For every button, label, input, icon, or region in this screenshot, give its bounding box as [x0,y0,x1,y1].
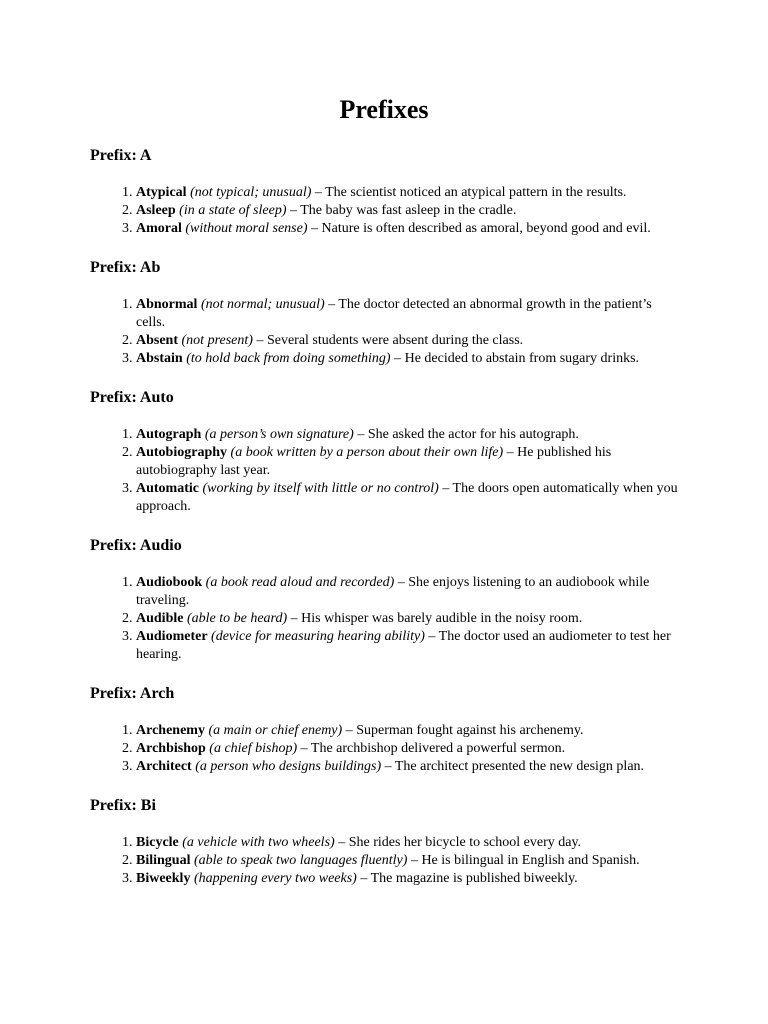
list-item [136,296,678,332]
list-item [136,202,678,220]
list-item [136,852,678,870]
term-example: – He published his autobiography last year. [136,445,612,478]
term-meaning: (not present) [181,333,253,348]
section-heading: Prefix: Bi [90,797,156,814]
term-word: Abstain [136,351,183,366]
list-item [136,480,678,516]
term-word: Architect [136,759,192,774]
section-heading: Prefix: Arch [90,685,175,702]
term-meaning: (without moral sense) [185,221,308,236]
term-list [90,574,678,664]
term-meaning: (able to speak two languages fluently) [193,853,408,868]
list-item [136,332,678,350]
list-item [136,834,678,852]
term-meaning: (a main or chief enemy) [208,723,343,738]
term-example: – She enjoys listening to an audiobook while traveling. [136,575,650,608]
term-word: Bilingual [136,853,191,868]
term-example: – The architect presented the new design plan. [381,759,645,774]
term-list [90,834,678,888]
list-item [136,870,678,888]
term-example: – The doors open automatically when you approach. [136,481,678,514]
section-heading: Prefix: Ab [90,259,161,276]
term-meaning: (a book read aloud and recorded) [205,575,395,590]
term-word: Absent [136,333,179,348]
term-meaning: (a book written by a person about their own life) [230,445,504,460]
list-item [136,220,678,238]
term-list [90,296,678,368]
term-example: – The magazine is published biweekly. [356,871,578,886]
term-meaning: (happening every two weeks) [193,871,357,886]
term-meaning: (a person’s own signature) [204,427,354,442]
term-meaning: (not normal; unusual) [200,297,325,312]
list-item [136,426,678,444]
term-word: Archbishop [136,741,206,756]
term-example: – He decided to abstain from sugary drinks. [390,351,640,366]
term-example: – The scientist noticed an atypical pattern in the results. [311,185,627,200]
term-list [90,722,678,776]
term-word: Autograph [136,427,202,442]
term-meaning: (able to be heard) [186,611,288,626]
term-meaning: (to hold back from doing something) [186,351,391,366]
term-word: Biweekly [136,871,191,886]
term-meaning: (a chief bishop) [209,741,298,756]
term-example: – She asked the actor for his autograph. [353,427,579,442]
term-example: – The doctor used an audiometer to test her hearing. [136,629,671,662]
term-word: Audible [136,611,184,626]
section-heading: Prefix: Auto [90,389,174,406]
term-meaning: (in a state of sleep) [179,203,287,218]
term-word: Amoral [136,221,182,236]
list-item [136,758,678,776]
term-word: Audiobook [136,575,203,590]
term-list [90,184,678,238]
term-word: Asleep [136,203,176,218]
term-example: – The doctor detected an abnormal growth in the patient’s cells. [136,297,652,330]
term-word: Archenemy [136,723,205,738]
list-item [136,350,678,368]
term-word: Autobiography [136,445,228,460]
term-meaning: (a person who designs buildings) [195,759,382,774]
list-item [136,574,678,610]
list-item [136,444,678,480]
term-example: – She rides her bicycle to school every day. [334,835,582,850]
term-meaning: (a vehicle with two wheels) [182,835,335,850]
term-word: Abnormal [136,297,198,312]
list-item [136,184,678,202]
term-word: Bicycle [136,835,179,850]
page-title: Prefixes [339,95,429,124]
term-word: Automatic [136,481,199,496]
term-example: – The archbishop delivered a powerful sermon. [297,741,566,756]
term-example: – The baby was fast asleep in the cradle. [286,203,517,218]
term-list [90,426,678,516]
term-example: – Superman fought against his archenemy. [342,723,584,738]
list-item [136,722,678,740]
term-meaning: (working by itself with little or no control) [202,481,439,496]
sections-container [90,146,678,888]
term-word: Audiometer [136,629,208,644]
list-item [136,628,678,664]
list-item [136,610,678,628]
term-example: – He is bilingual in English and Spanish. [407,853,640,868]
list-item [136,740,678,758]
term-example: – Nature is often described as amoral, beyond good and evil. [307,221,651,236]
section-heading: Prefix: Audio [90,537,182,554]
term-meaning: (device for measuring hearing ability) [211,629,425,644]
term-example: – Several students were absent during the class. [252,333,524,348]
section-heading: Prefix: A [90,147,152,164]
term-example: – His whisper was barely audible in the noisy room. [287,611,583,626]
term-meaning: (not typical; unusual) [190,185,312,200]
term-word: Atypical [136,185,187,200]
